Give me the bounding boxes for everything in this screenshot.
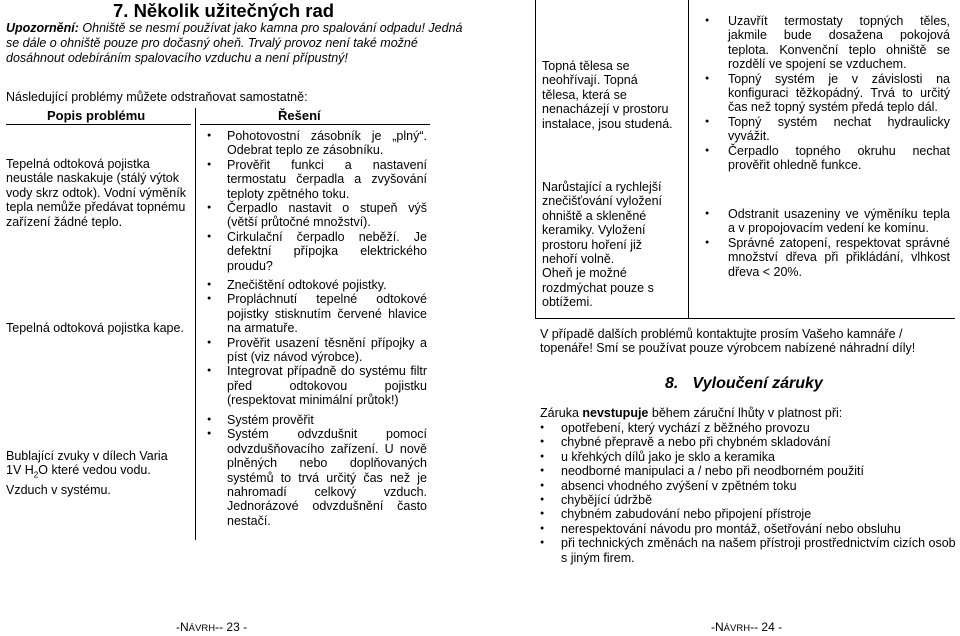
problem-cell bbox=[542, 180, 677, 310]
table-divider bbox=[688, 0, 689, 318]
list-item: ● Pohotovostní zásobník je „plný“. Odebrat teplo ze zásobníku. bbox=[207, 129, 427, 158]
intro-text: Následující problémy můžete odstraňovat samostatně: bbox=[6, 90, 308, 104]
list-item: ● opotřebení, který vychází z běžného provozu bbox=[540, 421, 960, 435]
page-number-suffix: -- 24 - bbox=[750, 620, 783, 634]
warranty-list bbox=[540, 421, 960, 565]
problem-text: Narůstající a rychlejší znečišťování vyložení ohniště a skleněné keramiky. Vyložení prostoru hoření již nehoří volně. bbox=[542, 180, 663, 267]
header-problem: Popis problému bbox=[47, 108, 146, 123]
list-item: ● neodborné manipulaci a / nebo při neodborném použití bbox=[540, 464, 960, 478]
table-header-rule bbox=[6, 124, 191, 125]
list-item: ● Prověřit usazení těsnění přípojky a píst (viz návod výrobce). bbox=[207, 336, 427, 365]
warning-label: Upozornění: bbox=[6, 21, 79, 35]
table-bottom-border bbox=[535, 318, 955, 319]
problem-cell: Tepelná odtoková pojistka kape. bbox=[6, 321, 184, 335]
list-item: ● Prověřit funkci a nastavení termostatu čerpadla a zvyšování teploty zpětného toku. bbox=[207, 158, 427, 201]
table-divider bbox=[195, 108, 196, 540]
list-item: ● chybném zabudování nebo připojení přístroje bbox=[540, 507, 960, 521]
list-item: ● Propláchnutí tepelné odtokové pojistky stisknutím červené hlavice na armatuře. bbox=[207, 292, 427, 335]
list-item: ● Systém odvzdušnit pomocí odvzdušňovacího zařízení. U nově plněných nebo doplňovaných systémů to trvá určitý čas než je nahromadí celkový vzduch. Jednorázové odvzdušnění často nestačí. bbox=[207, 427, 427, 528]
list-item: ● chybějící údržbě bbox=[540, 493, 960, 507]
warranty-intro-text: během záruční lhůty v platnost při: bbox=[648, 406, 843, 420]
page-number-smallcaps: ÁVRH bbox=[188, 623, 216, 634]
page-number-smallcaps: ÁVRH bbox=[723, 623, 751, 634]
list-item: ● Uzavřít termostaty topných těles, jakmile bude dosažena pokojová teplota. Konvenční teplo ohniště se rozdělí ve spojení se vzduchem. bbox=[702, 14, 950, 72]
page-number bbox=[711, 620, 782, 636]
solution-list bbox=[207, 129, 427, 273]
list-item: ● Znečištění odtokové pojistky. bbox=[207, 278, 427, 292]
problem-cell bbox=[6, 449, 186, 498]
table-left-border bbox=[535, 0, 536, 318]
section-title-text: Vyloučení záruky bbox=[692, 375, 823, 392]
list-item: ● Topný systém nechat hydraulicky vyvážit. bbox=[702, 115, 950, 144]
list-item: ● Čerpadlo topného okruhu nechat prověřit ohledně funkce. bbox=[702, 144, 950, 173]
solution-list bbox=[207, 278, 427, 408]
list-item: ● absenci vhodného zvýšení v zpětném toku bbox=[540, 479, 960, 493]
solution-list bbox=[702, 207, 950, 279]
problem-cell: Tepelná odtoková pojistka neustále naskakuje (stálý výtok vody skrz odtok). Vodní výměník tepla nemůže předávat topnému zařízení žádné teplo. bbox=[6, 157, 186, 229]
solution-list bbox=[702, 14, 950, 172]
page-number-prefix: -N bbox=[711, 620, 724, 634]
section-number: 8. bbox=[665, 375, 679, 392]
page-number-suffix: -- 23 - bbox=[215, 620, 248, 634]
list-item: ● Cirkulační čerpadlo neběží. Je defektní přípojka elektrického proudu? bbox=[207, 230, 427, 273]
problem-text: O které vedou vodu. Vzduch v systému. bbox=[6, 463, 151, 498]
list-item: ● u křehkých dílů jako je sklo a keramika bbox=[540, 450, 960, 464]
list-item: ● Systém prověřit bbox=[207, 413, 427, 427]
list-item: ● nerespektování návodu pro montáž, ošetřování nebo obsluhu bbox=[540, 522, 960, 536]
list-item: ● Odstranit usazeniny ve výměníku tepla a v propojovacím vedení ke komínu. bbox=[702, 207, 950, 236]
header-solution: Řešení bbox=[278, 108, 321, 123]
problem-cell: Topná tělesa se neohřívají. Topná tělesa, která se nenacházejí v prostoru instalace, jsou studená. bbox=[542, 59, 673, 131]
list-item: ● při technických změnách na našem přístroji prostřednictvím cizích osob s jiným firem. bbox=[540, 536, 960, 565]
solution-list bbox=[207, 413, 427, 528]
list-item: ● Topný systém je v závislosti na konfiguraci těžkopádný. Trvá to určitý čas než topný systém předá teplo dál. bbox=[702, 72, 950, 115]
list-item: ● Čerpadlo nastavit o stupeň výš (větší průtočné množství). bbox=[207, 201, 427, 230]
list-item: ● Integrovat případně do systému filtr před odtokovou pojistku (respektovat minimální průtok!) bbox=[207, 364, 427, 407]
page-number bbox=[176, 620, 247, 636]
warning-paragraph bbox=[6, 21, 476, 65]
problem-text: Bublající zvuky v dílech Varia 1V H bbox=[6, 449, 168, 478]
list-item: ● Správné zatopení, respektovat správné množství dřeva při přikládání, vlhkost dřeva < 20%. bbox=[702, 236, 950, 279]
page-number-prefix: -N bbox=[176, 620, 189, 634]
section-7-title: 7. Několik užitečných rad bbox=[113, 0, 335, 21]
warranty-intro-bold: nevstupuje bbox=[582, 406, 649, 420]
problem-text: Oheň je možné rozdmýchat pouze s obtížemi. bbox=[542, 266, 654, 310]
warning-text: Ohniště se nesmí používat jako kamna pro spalování odpadu! Jedná se dále o ohniště pouze pro dočasný oheň. Trvalý provoz není také možné dosáhnout odebíráním spalovacího vzduchu a není přípustný! bbox=[6, 21, 463, 65]
subscript: 2 bbox=[33, 470, 39, 480]
warranty-intro bbox=[540, 406, 955, 420]
list-item: ● chybné přepravě a nebo při chybném skladování bbox=[540, 435, 960, 449]
warranty-intro-text: Záruka bbox=[540, 406, 583, 420]
contact-note: V případě dalších problémů kontaktujte prosím Vašeho kamnáře / topenáře! Smí se používat pouze výrobcem nabízené náhradní díly! bbox=[540, 327, 916, 356]
section-8-title bbox=[665, 374, 823, 394]
table-header-rule bbox=[200, 124, 430, 125]
